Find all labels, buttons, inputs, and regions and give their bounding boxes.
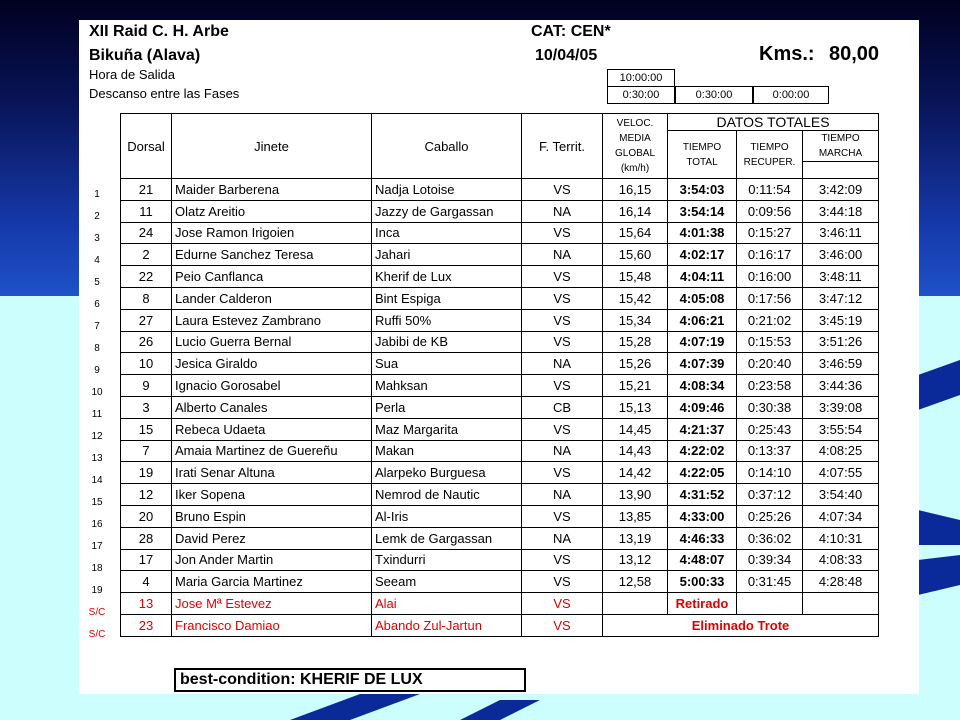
veloc-cell: 15,13: [603, 396, 668, 418]
event-title: XII Raid C. H. Arbe: [89, 23, 229, 40]
table-row: [121, 222, 879, 244]
position-number: 12: [91, 431, 103, 442]
tiempo-recuper-cell: 0:15:53: [737, 331, 803, 353]
header-jinete: Jinete: [172, 114, 372, 179]
caballo-cell: Jabibi de KB: [372, 331, 522, 353]
jinete-cell: Francisco Damiao: [172, 614, 372, 636]
status-cell: Eliminado Trote: [603, 614, 879, 636]
territ-cell: VS: [522, 593, 603, 615]
tiempo-marcha-cell: 4:08:25: [803, 440, 879, 462]
tiempo-total-cell: 5:00:33: [668, 571, 737, 593]
jinete-cell: Jose Mª Estevez: [172, 593, 372, 615]
table-row: [121, 571, 879, 593]
header-caballo: Caballo: [372, 114, 522, 179]
caballo-cell: Kherif de Lux: [372, 266, 522, 288]
territ-cell: VS: [522, 266, 603, 288]
position-number: 3: [94, 233, 100, 244]
table-row-sc: [121, 593, 879, 615]
position-number: 1: [94, 189, 100, 200]
table-row: [121, 418, 879, 440]
table-row: [121, 527, 879, 549]
table-row: [121, 353, 879, 375]
position-number: 4: [94, 255, 100, 266]
dorsal-cell: 21: [121, 179, 172, 201]
dorsal-cell: 8: [121, 287, 172, 309]
position-number: 2: [94, 211, 100, 222]
territ-cell: VS: [522, 549, 603, 571]
territ-cell: CB: [522, 396, 603, 418]
tiempo-total-cell: 4:08:34: [668, 375, 737, 397]
territ-cell: VS: [522, 331, 603, 353]
header-veloc-line4: (km/h): [620, 163, 650, 174]
position-number: 11: [91, 409, 103, 420]
tiempo-recuper-cell: 0:16:17: [737, 244, 803, 266]
table-row: [121, 462, 879, 484]
tiempo-recuper-cell: 0:14:10: [737, 462, 803, 484]
veloc-cell: 14,43: [603, 440, 668, 462]
tiempo-marcha-cell: 4:10:31: [803, 527, 879, 549]
veloc-cell: 16,15: [603, 179, 668, 201]
tiempo-recuper-cell: 0:36:02: [737, 527, 803, 549]
veloc-cell: [603, 593, 668, 615]
tiempo-marcha-cell: 3:48:11: [803, 266, 879, 288]
jinete-cell: Laura Estevez Zambrano: [172, 309, 372, 331]
tiempo-total-cell: 3:54:14: [668, 200, 737, 222]
tiempo-recuper-cell: 0:20:40: [737, 353, 803, 375]
tiempo-marcha-cell: 4:08:33: [803, 549, 879, 571]
table-row: [121, 200, 879, 222]
tiempo-recuper-cell: 0:16:00: [737, 266, 803, 288]
jinete-cell: Peio Canflanca: [172, 266, 372, 288]
tiempo-total-cell: 4:05:08: [668, 287, 737, 309]
tiempo-total-cell: 4:22:02: [668, 440, 737, 462]
header-tiempo-total-line1: TIEMPO: [682, 141, 722, 153]
territ-cell: NA: [522, 244, 603, 266]
table-row: [121, 375, 879, 397]
territ-cell: VS: [522, 571, 603, 593]
header-datos-totales: DATOS TOTALES: [668, 114, 879, 131]
veloc-cell: 13,85: [603, 505, 668, 527]
table-row: [121, 179, 879, 201]
dorsal-cell: 3: [121, 396, 172, 418]
tiempo-total-cell: 4:07:39: [668, 353, 737, 375]
territ-cell: NA: [522, 440, 603, 462]
dorsal-cell: 17: [121, 549, 172, 571]
category-label: CAT: CEN*: [531, 23, 611, 40]
tiempo-marcha-cell: 4:07:34: [803, 505, 879, 527]
status-cell: Retirado: [668, 593, 737, 615]
jinete-cell: Irati Senar Altuna: [172, 462, 372, 484]
table-row: [121, 440, 879, 462]
event-date: 10/04/05: [535, 47, 598, 64]
tiempo-marcha-cell: 3:44:36: [803, 375, 879, 397]
jinete-cell: Lucio Guerra Bernal: [172, 331, 372, 353]
tiempo-recuper-cell: 0:17:56: [737, 287, 803, 309]
tiempo-marcha-cell: 3:42:09: [803, 179, 879, 201]
dorsal-cell: 9: [121, 375, 172, 397]
veloc-cell: 12,58: [603, 571, 668, 593]
position-number: 18: [91, 563, 103, 574]
header-tiempo-recuper-line2: RECUPER.: [743, 156, 796, 168]
position-number: 16: [91, 519, 103, 530]
caballo-cell: Mahksan: [372, 375, 522, 397]
dorsal-cell: 12: [121, 484, 172, 506]
tiempo-total-cell: 4:04:11: [668, 266, 737, 288]
header-veloc-line3: GLOBAL: [614, 148, 656, 159]
start-label: Hora de Salida: [89, 67, 175, 82]
jinete-cell: Edurne Sanchez Teresa: [172, 244, 372, 266]
caballo-cell: Maz Margarita: [372, 418, 522, 440]
territ-cell: VS: [522, 287, 603, 309]
veloc-cell: 15,48: [603, 266, 668, 288]
tiempo-total-cell: 4:48:07: [668, 549, 737, 571]
territ-cell: VS: [522, 222, 603, 244]
caballo-cell: Alai: [372, 593, 522, 615]
table-row: [121, 266, 879, 288]
rest-time-2: 0:30:00: [675, 86, 753, 104]
jinete-cell: Rebeca Udaeta: [172, 418, 372, 440]
dorsal-cell: 4: [121, 571, 172, 593]
veloc-cell: 14,45: [603, 418, 668, 440]
table-row: [121, 244, 879, 266]
jinete-cell: Amaia Martinez de Guereñu: [172, 440, 372, 462]
tiempo-recuper-cell: 0:23:58: [737, 375, 803, 397]
jinete-cell: David Perez: [172, 527, 372, 549]
results-body: [121, 179, 879, 637]
tiempo-marcha-cell: 3:51:26: [803, 331, 879, 353]
caballo-cell: Nadja Lotoise: [372, 179, 522, 201]
territ-cell: VS: [522, 462, 603, 484]
tiempo-marcha-cell: 3:47:12: [803, 287, 879, 309]
veloc-cell: 15,21: [603, 375, 668, 397]
caballo-cell: Alarpeko Burguesa: [372, 462, 522, 484]
position-number: S/C: [88, 629, 106, 640]
tiempo-total-cell: 4:09:46: [668, 396, 737, 418]
results-table: [120, 113, 879, 637]
tiempo-total-cell: 4:07:19: [668, 331, 737, 353]
position-number: 14: [91, 475, 103, 486]
tiempo-recuper-cell: 0:30:38: [737, 396, 803, 418]
rest-time-3: 0:00:00: [753, 86, 829, 104]
territ-cell: VS: [522, 418, 603, 440]
jinete-cell: Maria Garcia Martinez: [172, 571, 372, 593]
jinete-cell: Iker Sopena: [172, 484, 372, 506]
dorsal-cell: 19: [121, 462, 172, 484]
header-tiempo-total-line2: TOTAL: [686, 156, 718, 168]
table-row: [121, 505, 879, 527]
tiempo-total-cell: 4:22:05: [668, 462, 737, 484]
tiempo-recuper-cell: 0:11:54: [737, 179, 803, 201]
dorsal-cell: 11: [121, 200, 172, 222]
dorsal-cell: 15: [121, 418, 172, 440]
header-tiempo-recuper: [737, 131, 803, 179]
veloc-cell: 16,14: [603, 200, 668, 222]
tiempo-recuper-cell: 0:37:12: [737, 484, 803, 506]
caballo-cell: Seeam: [372, 571, 522, 593]
tiempo-marcha-cell: 3:44:18: [803, 200, 879, 222]
caballo-cell: Sua: [372, 353, 522, 375]
header-tiempo-marcha-line1: TIEMPO: [821, 133, 860, 144]
veloc-cell: 15,28: [603, 331, 668, 353]
table-row: [121, 331, 879, 353]
dorsal-cell: 2: [121, 244, 172, 266]
tiempo-marcha-cell: 3:54:40: [803, 484, 879, 506]
tiempo-marcha-cell: 3:39:08: [803, 396, 879, 418]
rest-label: Descanso entre las Fases: [89, 86, 240, 101]
tiempo-recuper-cell: 0:25:43: [737, 418, 803, 440]
dorsal-cell: 13: [121, 593, 172, 615]
caballo-cell: Inca: [372, 222, 522, 244]
best-condition-box: best-condition: KHERIF DE LUX: [174, 668, 526, 692]
header-dorsal: Dorsal: [121, 114, 172, 179]
caballo-cell: Nemrod de Nautic: [372, 484, 522, 506]
dorsal-cell: 26: [121, 331, 172, 353]
header-tiempo-marcha: [803, 131, 879, 162]
caballo-cell: Makan: [372, 440, 522, 462]
header-tiempo-total: [668, 131, 737, 179]
kms-value: 80,00: [829, 43, 880, 65]
tiempo-marcha-cell: 3:45:19: [803, 309, 879, 331]
tiempo-marcha-cell: 3:46:00: [803, 244, 879, 266]
position-number: 6: [94, 299, 100, 310]
territ-cell: NA: [522, 484, 603, 506]
territ-cell: VS: [522, 179, 603, 201]
table-row: [121, 396, 879, 418]
caballo-cell: Lemk de Gargassan: [372, 527, 522, 549]
caballo-cell: Ruffi 50%: [372, 309, 522, 331]
caballo-cell: Txindurri: [372, 549, 522, 571]
tiempo-recuper-cell: 0:13:37: [737, 440, 803, 462]
results-document: [79, 20, 919, 694]
header-veloc-line1: VELOC.: [616, 118, 654, 129]
dorsal-cell: 10: [121, 353, 172, 375]
territ-cell: VS: [522, 614, 603, 636]
caballo-cell: Jazzy de Gargassan: [372, 200, 522, 222]
tiempo-recuper-cell: 0:25:26: [737, 505, 803, 527]
event-location: Bikuña (Alava): [89, 47, 201, 64]
tiempo-recuper-cell: [737, 593, 803, 615]
dorsal-cell: 23: [121, 614, 172, 636]
tiempo-total-cell: 4:01:38: [668, 222, 737, 244]
dorsal-cell: 20: [121, 505, 172, 527]
table-row: [121, 309, 879, 331]
header-tiempo-marcha-line2: MARCHA: [818, 148, 863, 159]
veloc-cell: 15,60: [603, 244, 668, 266]
caballo-cell: Jahari: [372, 244, 522, 266]
tiempo-marcha-cell: 3:55:54: [803, 418, 879, 440]
veloc-cell: 15,64: [603, 222, 668, 244]
territ-cell: NA: [522, 200, 603, 222]
territ-cell: VS: [522, 309, 603, 331]
position-number: 5: [94, 277, 100, 288]
jinete-cell: Maider Barberena: [172, 179, 372, 201]
caballo-cell: Bint Espiga: [372, 287, 522, 309]
jinete-cell: Bruno Espin: [172, 505, 372, 527]
tiempo-total-cell: 4:46:33: [668, 527, 737, 549]
jinete-cell: Olatz Areitio: [172, 200, 372, 222]
dorsal-cell: 27: [121, 309, 172, 331]
caballo-cell: Abando Zul-Jartun: [372, 614, 522, 636]
veloc-cell: 13,12: [603, 549, 668, 571]
table-row-sc: [121, 614, 879, 636]
header-tiempo-recuper-line1: TIEMPO: [750, 141, 789, 153]
jinete-cell: Alberto Canales: [172, 396, 372, 418]
territ-cell: NA: [522, 353, 603, 375]
header-veloc: [603, 114, 668, 179]
tiempo-total-cell: 4:31:52: [668, 484, 737, 506]
territ-cell: VS: [522, 375, 603, 397]
tiempo-marcha-cell: [803, 593, 879, 615]
veloc-cell: 15,26: [603, 353, 668, 375]
veloc-cell: 14,42: [603, 462, 668, 484]
tiempo-marcha-cell: 3:46:59: [803, 353, 879, 375]
jinete-cell: Lander Calderon: [172, 287, 372, 309]
tiempo-recuper-cell: 0:39:34: [737, 549, 803, 571]
position-number: 13: [91, 453, 103, 464]
dorsal-cell: 24: [121, 222, 172, 244]
jinete-cell: Jon Ander Martin: [172, 549, 372, 571]
rest-time-1: 0:30:00: [607, 86, 675, 104]
table-row: [121, 549, 879, 571]
table-row: [121, 484, 879, 506]
tiempo-total-cell: 4:06:21: [668, 309, 737, 331]
header-territ: F. Territ.: [522, 114, 603, 179]
dorsal-cell: 28: [121, 527, 172, 549]
position-number: 9: [94, 365, 100, 376]
tiempo-total-cell: 4:33:00: [668, 505, 737, 527]
position-number: 10: [91, 387, 103, 398]
tiempo-marcha-cell: 4:28:48: [803, 571, 879, 593]
tiempo-total-cell: 3:54:03: [668, 179, 737, 201]
tiempo-total-cell: 4:02:17: [668, 244, 737, 266]
territ-cell: NA: [522, 527, 603, 549]
tiempo-recuper-cell: 0:21:02: [737, 309, 803, 331]
veloc-cell: 13,90: [603, 484, 668, 506]
position-number: 8: [94, 343, 100, 354]
tiempo-recuper-cell: 0:15:27: [737, 222, 803, 244]
caballo-cell: Perla: [372, 396, 522, 418]
header-spacer: [803, 162, 879, 179]
dorsal-cell: 7: [121, 440, 172, 462]
header-veloc-line2: MEDIA: [619, 133, 651, 144]
jinete-cell: Jesica Giraldo: [172, 353, 372, 375]
tiempo-recuper-cell: 0:31:45: [737, 571, 803, 593]
position-number: 19: [91, 585, 103, 596]
kms-label: Kms.:: [759, 43, 815, 65]
caballo-cell: Al-Iris: [372, 505, 522, 527]
territ-cell: VS: [522, 505, 603, 527]
veloc-cell: 15,34: [603, 309, 668, 331]
tiempo-marcha-cell: 4:07:55: [803, 462, 879, 484]
tiempo-recuper-cell: 0:09:56: [737, 200, 803, 222]
position-number: 7: [94, 321, 100, 332]
dorsal-cell: 22: [121, 266, 172, 288]
start-time: 10:00:00: [607, 69, 675, 87]
table-row: [121, 287, 879, 309]
position-number: 17: [91, 541, 103, 552]
tiempo-marcha-cell: 3:46:11: [803, 222, 879, 244]
veloc-cell: 15,42: [603, 287, 668, 309]
tiempo-total-cell: 4:21:37: [668, 418, 737, 440]
position-number: 15: [91, 497, 103, 508]
jinete-cell: Jose Ramon Irigoien: [172, 222, 372, 244]
veloc-cell: 13,19: [603, 527, 668, 549]
position-number: S/C: [88, 607, 106, 618]
jinete-cell: Ignacio Gorosabel: [172, 375, 372, 397]
